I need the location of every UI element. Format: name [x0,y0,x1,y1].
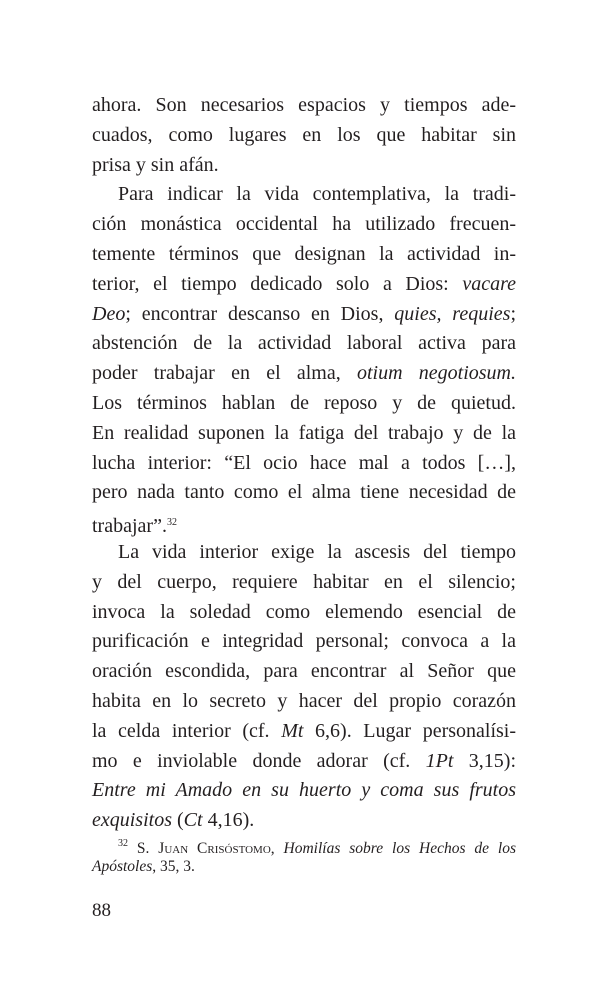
text: 4,16). [202,809,255,832]
text: terior, el tiempo dedicado solo a Dios: [92,272,463,295]
italic-text: exquisitos [92,809,172,832]
italic-text: otium negotiosum. [356,362,516,385]
text: 6,6). Lugar personalísi- [303,719,516,742]
text-line [92,538,516,568]
text-line [92,210,516,240]
text: la celda interior (cf. [92,719,282,742]
text: poder trabajar en el alma, [92,362,357,385]
text-line [92,91,516,121]
text-line [92,855,516,878]
text-line [92,776,516,806]
text: purificación e integridad personal; convoca a la [92,630,516,653]
text: invoca la soledad como elemendo esencial de [92,600,516,623]
text-line [92,300,516,330]
text: mo e inviolable donde adorar (cf. [92,749,426,772]
text-line [92,832,516,855]
text-line [92,180,516,210]
text-line [92,657,516,687]
italic-text: Apóstoles [92,858,153,875]
italic-text: vacare [462,272,516,295]
text: cuados, como lugares en los que habitar sin [92,123,516,146]
text: Para indicar la vida contemplativa, la tradi- [118,183,516,206]
text-line [92,747,516,777]
text-line [92,121,516,151]
text: Los términos hablan de reposo y de quietud. [92,391,516,414]
text: S. [128,840,159,857]
text-line [92,687,516,717]
italic-text: 1Pt [425,749,454,772]
page-number: 88 [92,900,111,921]
text: , 35, 3. [152,858,195,875]
text: ( [172,809,184,832]
text: temente términos que designan la actividad in- [92,242,516,265]
italic-text: Entre mi Amado en su huerto y coma sus frutos [92,779,516,802]
text: ; [510,302,516,325]
text: En realidad suponen la fatiga del trabajo y de la [92,421,516,444]
text-line [92,240,516,270]
text-line [92,627,516,657]
text-line [92,389,516,419]
text-line [92,717,516,747]
italic-text: quies, requies [394,302,511,325]
body-text [92,91,516,836]
footnote [92,832,516,878]
text-line [92,359,516,389]
italic-text: Mt [281,719,304,742]
text-line [92,419,516,449]
text: 3,15): [453,749,517,772]
text: habita en lo secreto y hacer del propio corazón [92,689,516,712]
text: ción monástica occidental ha utilizado frecuen- [92,213,516,236]
text: , [270,840,284,857]
text-line [92,329,516,359]
footnote-ref: 32 [118,838,128,849]
text: ; encontrar descanso en Dios, [125,302,395,325]
text-line [92,270,516,300]
text: ahora. Son necesarios espacios y tiempos ade- [92,94,516,116]
footnote-ref: 32 [166,517,177,529]
text-line [92,478,516,508]
italic-text: Ct [183,809,203,832]
text: lucha interior: “El ocio hace mal a todos […], [92,451,516,474]
text-line [92,151,516,181]
text-line [92,598,516,628]
text: y del cuerpo, requiere habitar en el silencio; [92,570,516,593]
text-line [92,568,516,598]
text: La vida interior exige la ascesis del tiempo [118,540,516,563]
italic-text: Deo [92,302,126,325]
author-name: Juan Crisóstomo [158,840,271,857]
text-line [92,449,516,479]
text: pero nada tanto como el alma tiene necesidad de [92,481,516,504]
italic-text: Homilías sobre los Hechos de los [283,840,517,857]
text-line [92,508,516,538]
text: oración escondida, para encontrar al Señor que [92,660,516,683]
text: trabajar”. [92,515,167,538]
text: abstención de la actividad laboral activa para [92,332,516,355]
text: prisa y sin afán. [92,153,219,176]
